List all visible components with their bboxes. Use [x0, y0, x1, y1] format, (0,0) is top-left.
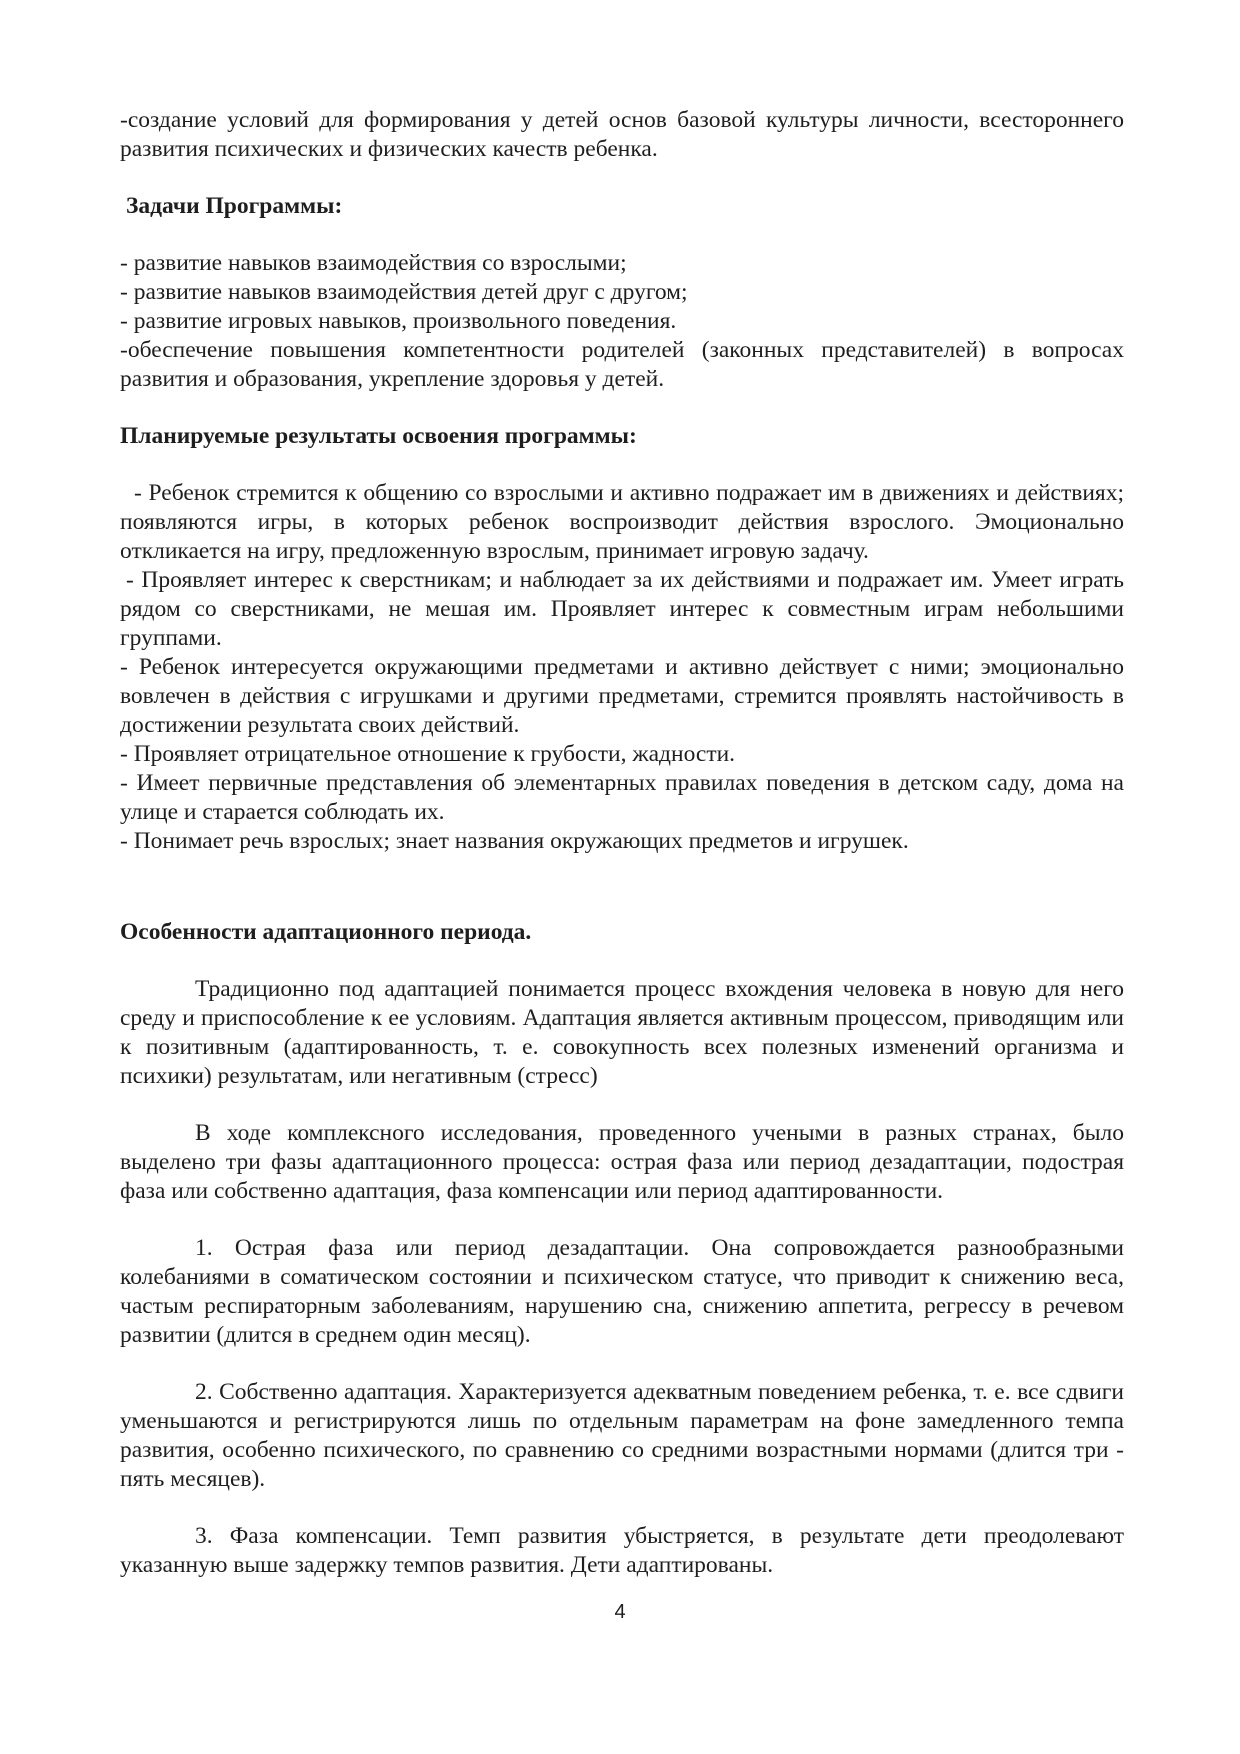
results-item: - Понимает речь взрослых; знает названия окружающих предметов и игрушек.: [120, 828, 909, 854]
document-page: [120, 106, 1124, 1580]
tasks-item: - развитие навыков взаимодействия со взрослыми;: [120, 250, 627, 276]
tasks-item: - развитие навыков взаимодействия детей друг с другом;: [120, 279, 688, 305]
page-number: 4: [614, 1601, 626, 1623]
adaptation-paragraph: Традиционно под адаптацией понимается процесс вхождения человека в новую для него среду и приспособление к ее условиям. Адаптация является активным процессом, приводящим или к позитивным (адаптированность, т. е. совокупность всех полезных изменений организма и психики) результатам, или негативным (стресс): [120, 976, 1124, 1089]
adaptation-paragraph: 3. Фаза компенсации. Темп развития убыстряется, в результате дети преодолевают указанную выше задержку темпов развития. Дети адаптированы.: [120, 1523, 1124, 1578]
results-item: - Ребенок стремится к общению со взрослыми и активно подражает им в движениях и действиях; появляются игры, в которых ребенок воспроизводит действия взрослого. Эмоционально откликается на игру, предложенную взрослым, принимает игровую задачу.: [120, 480, 1124, 564]
results-heading: Планируемые результаты освоения программы:: [120, 423, 637, 449]
adaptation-paragraph: 2. Собственно адаптация. Характеризуется адекватным поведением ребенка, т. е. все сдвиги уменьшаются и регистрируются лишь по отдельным параметрам на фоне замедленного темпа развития, особенно психического, по сравнению со средними возрастными нормами (длится три - пять месяцев).: [120, 1379, 1124, 1492]
tasks-heading: Задачи Программы:: [126, 193, 343, 219]
results-list: [120, 479, 1124, 856]
adaptation-heading: Особенности адаптационного периода.: [120, 919, 532, 945]
adaptation-paragraph: 1. Острая фаза или период дезадаптации. Она сопровождается разнообразными колебаниями в соматическом состоянии и психическом статусе, что приводит к снижению веса, частым респираторным заболеваниям, нарушению сна, снижению аппетита, регрессу в речевом развитии (длится в среднем один месяц).: [120, 1235, 1124, 1348]
tasks-item: - развитие игровых навыков, произвольного поведения.: [120, 308, 677, 334]
results-item: - Проявляет отрицательное отношение к грубости, жадности.: [120, 741, 736, 767]
tasks-list: [120, 249, 1124, 394]
results-item: - Имеет первичные представления об элементарных правилах поведения в детском саду, дома на улице и старается соблюдать их.: [120, 770, 1124, 825]
adaptation-paragraph: В ходе комплексного исследования, проведенного учеными в разных странах, было выделено три фазы адаптационного процесса: острая фаза или период дезадаптации, подострая фаза или собственно адаптация, фаза компенсации или период адаптированности.: [120, 1120, 1124, 1204]
results-item: - Ребенок интересуется окружающими предметами и активно действует с ними; эмоционально вовлечен в действия с игрушками и другими предметами, стремится проявлять настойчивость в достижении результата своих действий.: [120, 654, 1124, 738]
intro-paragraph: -создание условий для формирования у детей основ базовой культуры личности, всестороннего развития психических и физических качеств ребенка.: [120, 107, 1124, 162]
tasks-item: -обеспечение повышения компетентности родителей (законных представителей) в вопросах развития и образования, укрепление здоровья у детей.: [120, 337, 1124, 392]
results-item: - Проявляет интерес к сверстникам; и наблюдает за их действиями и подражает им. Умеет играть рядом со сверстниками, не мешая им. Проявляет интерес к совместным играм небольшими группами.: [120, 567, 1124, 651]
